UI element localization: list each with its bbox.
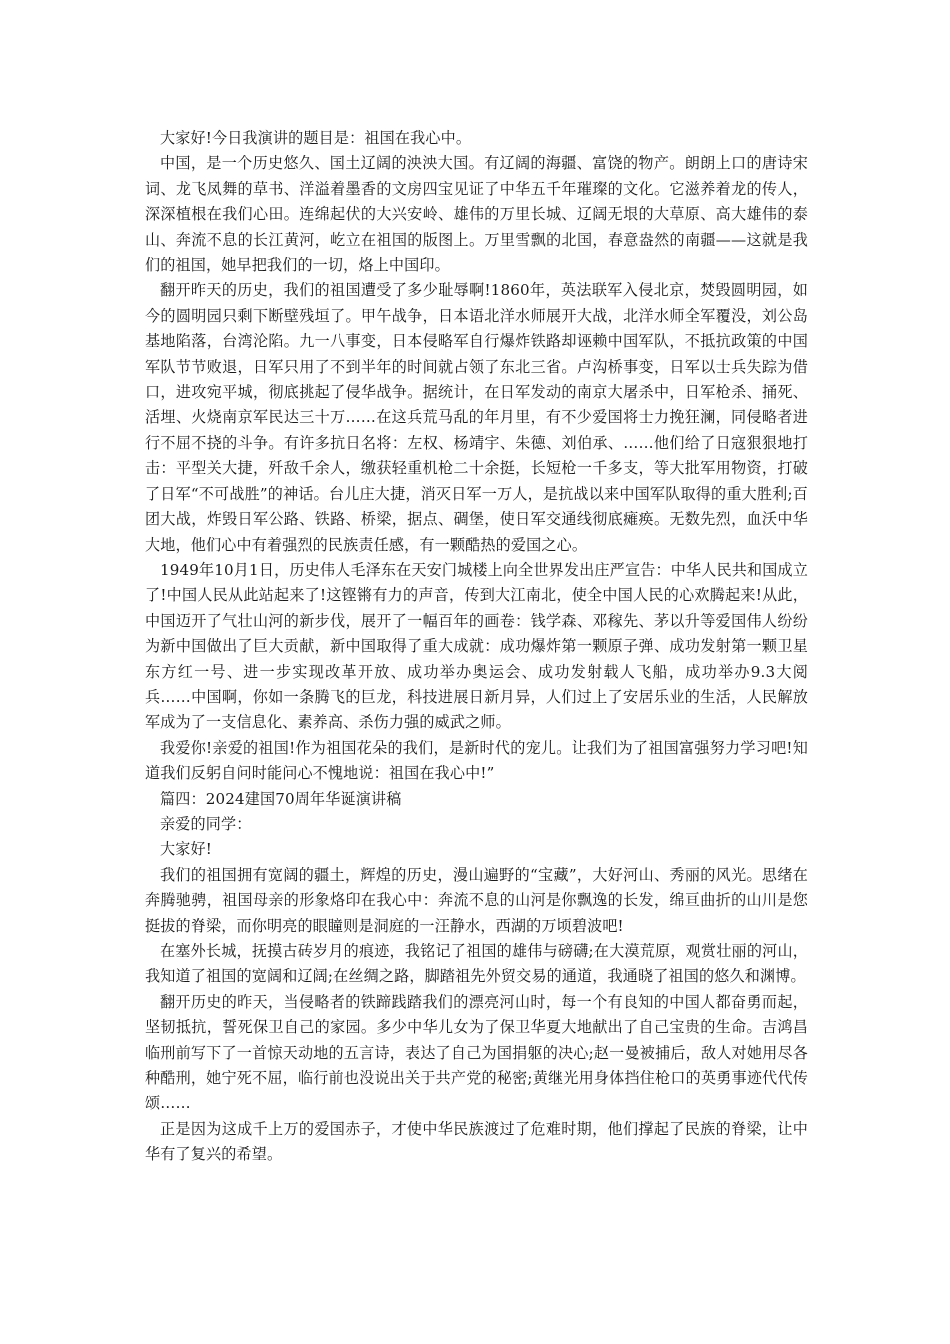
section-title: 篇四：2024建国70周年华诞演讲稿 xyxy=(160,789,402,808)
paragraph-history: 翻开昨天的历史，我们的祖国遭受了多少耻辱啊!1860年，英法联军入侵北京，焚毁圆明园，如今的圆明园只剩下断壁残垣了。甲午战争，日本语北洋水师展开大战，北洋水师全军覆没，刘公岛基地陷落，台湾沦陷。九一八事变，日本侵略军自行爆炸铁路却诬赖中国军队，不抵抗政策的中国军队节节败退，日军只用了不到半年的时间就占领了东北三省。卢沟桥事变，日军以士兵失踪为借口，进攻宛平城，彻底挑起了侵华战争。据统计，在日军发动的南京大屠杀中，日军枪杀、捅死、活埋、火烧南京军民达三十万……在这兵荒马乱的年月里，有不少爱国将士力挽狂澜，同侵略者进行不屈不挠的斗争。有许多抗日名将：左权、杨靖宇、朱德、刘伯承、……他们给了日寇狠狠地打击：平型关大捷，歼敌千余人，缴获轻重机枪二十余挺，长短枪一千多支，等大批军用物资，打破了日军“不可战胜”的神话。台儿庄大捷，消灭日军一万人，是抗战以来中国军队取得的重大胜利;百团大战，炸毁日军公路、铁路、桥梁，据点、碉堡，使日军交通线彻底瘫痪。无数先烈，血沃中华大地，他们心中有着强烈的民族责任感，有一颗酷热的爱国之心。 xyxy=(145,281,808,554)
paragraph-vast-land: 我们的祖国拥有宽阔的疆土，辉煌的历史，漫山遍野的“宝藏”，大好河山、秀丽的风光。思绪在奔腾驰骋，祖国母亲的形象烙印在我心中：奔流不息的山河是你飘逸的长发，绵亘曲折的山川是您挺拔的脊梁，而你明亮的眼瞳则是洞庭的一汪静水，西湖的万顷碧波吧! xyxy=(145,865,808,935)
document-body xyxy=(145,126,808,1168)
paragraph-greeting: 大家好!今日我演讲的题目是：祖国在我心中。 xyxy=(160,129,472,147)
paragraph-yesterday-history: 翻开历史的昨天，当侵略者的铁蹄践踏我们的漂亮河山时，每一个有良知的中国人都奋勇而起，坚韧抵抗，誓死保卫自己的家园。多少中华儿女为了保卫华夏大地献出了自己宝贵的生命。吉鸿昌临刑前写下了一首惊天动地的五言诗，表达了自己为国捐躯的决心;赵一曼被捕后，敌人对她用尽各种酷刑，她宁死不屈，临行前也没说出关于共产党的秘密;黄继光用身体挡住枪口的英勇事迹代代传颂…… xyxy=(145,992,808,1113)
paragraph-patriots: 正是因为这成千上万的爱国赤子，才使中华民族渡过了危难时期，他们撑起了民族的脊梁，让中华有了复兴的希望。 xyxy=(145,1119,808,1164)
greeting: 大家好! xyxy=(160,840,212,859)
paragraph-china-intro: 中国，是一个历史悠久、国土辽阔的泱泱大国。有辽阔的海疆、富饶的物产。朗朗上口的唐诗宋词、龙飞凤舞的草书、洋溢着墨香的文房四宝见证了中华五千年璀璨的文化。它滋养着龙的传人，深深植根在我们心田。连绵起伏的大兴安岭、雄伟的万里长城、辽阔无垠的大草原、高大雄伟的泰山、奔流不息的长江黄河，屹立在祖国的版图上。万里雪飘的北国，春意盎然的南疆——这就是我们的祖国，她早把我们的一切，烙上中国印。 xyxy=(145,154,808,275)
paragraph-founding: 1949年10月1日，历史伟人毛泽东在天安门城楼上向全世界发出庄严宣告：中华人民共和国成立了!中国人民从此站起来了!这铿锵有力的声音，传到大江南北，使全中国人民的心欢腾起来!从此，中国迈开了气壮山河的新步伐，展开了一幅百年的画卷：钱学森、邓稼先、茅以升等爱国伟人纷纷为新中国做出了巨大贡献，新中国取得了重大成就：成功爆炸第一颗原子弹、成功发射第一颗卫星东方红一号、进一步实现改革开放、成功举办奥运会、成功发射载人飞船，成功举办9.3大阅兵……中国啊，你如一条腾飞的巨龙，科技进展日新月异，人们过上了安居乐业的生活，人民解放军成为了一支信息化、素养高、杀伤力强的威武之师。 xyxy=(145,560,808,732)
salutation: 亲爱的同学： xyxy=(160,814,252,833)
paragraph-great-wall: 在塞外长城，抚摸古砖岁月的痕迹，我铭记了祖国的雄伟与磅礴;在大漠荒原，观赏壮丽的河山，我知道了祖国的宽阔和辽阔;在丝绸之路，脚踏祖先外贸交易的通道，我通晓了祖国的悠久和渊博。 xyxy=(145,942,808,986)
paragraph-love-motherland: 我爱你!亲爱的祖国!作为祖国花朵的我们，是新时代的宠儿。让我们为了祖国富强努力学习吧!知道我们反躬自问时能问心不愧地说：祖国在我心中!” xyxy=(145,738,808,783)
